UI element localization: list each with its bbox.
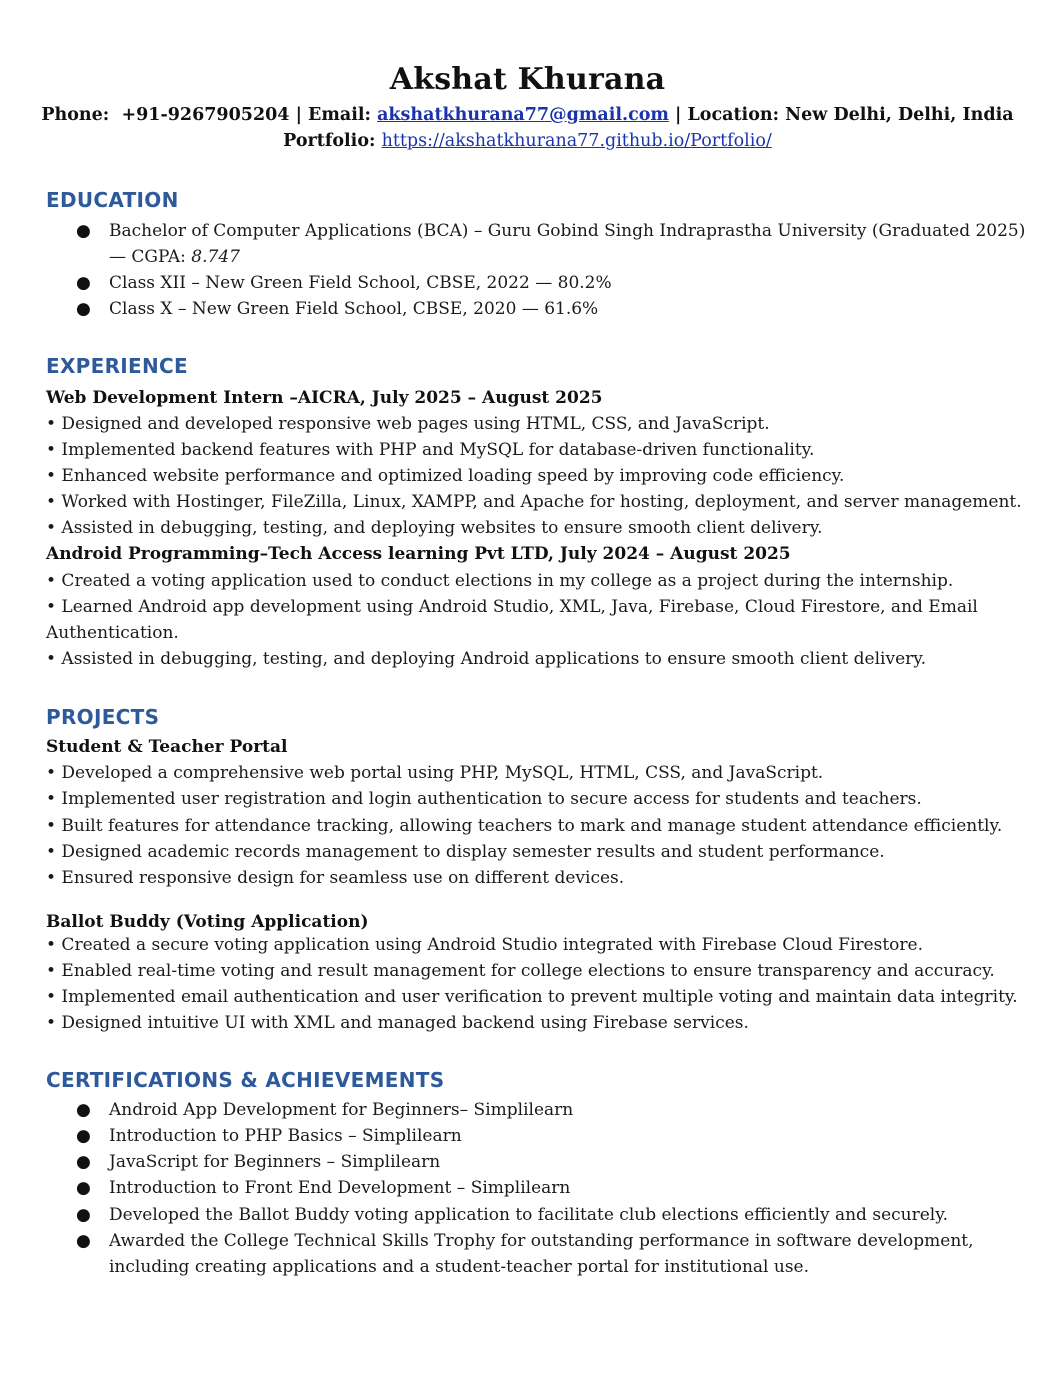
achievement-item-continuation: including creating applications and a student-teacher portal for institutional use. <box>109 1257 810 1277</box>
job1-bullet: • Implemented backend features with PHP and MySQL for database-driven functionality. <box>46 440 815 460</box>
cgpa-value: 8.747 <box>191 247 240 267</box>
certification-item: Introduction to Front End Development – Simplilearn <box>109 1178 571 1198</box>
project1-bullet: • Developed a comprehensive web portal using PHP, MySQL, HTML, CSS, and JavaScript. <box>46 763 824 783</box>
portfolio-line <box>0 131 1055 151</box>
bullet-icon: ● <box>76 221 91 241</box>
project-title-ballot-buddy: Ballot Buddy (Voting Application) <box>46 912 369 932</box>
certification-item: JavaScript for Beginners – Simplilearn <box>109 1152 441 1172</box>
bullet-icon: ● <box>76 273 91 293</box>
portfolio-label: Portfolio: <box>283 131 376 151</box>
portfolio-link[interactable]: https://akshatkhurana77.github.io/Portfolio/ <box>381 131 772 151</box>
certification-item: Android App Development for Beginners– Simplilearn <box>109 1100 574 1120</box>
project1-bullet: • Built features for attendance tracking, allowing teachers to mark and manage student attendance efficiently. <box>46 816 1003 836</box>
education-item-bca-cgpa <box>109 246 240 268</box>
experience-heading: EXPERIENCE <box>46 354 188 378</box>
project-title-portal: Student & Teacher Portal <box>46 737 288 757</box>
project2-bullet: • Created a secure voting application using Android Studio integrated with Firebase Cloud Firestore. <box>46 935 923 955</box>
job2-bullet: • Created a voting application used to conduct elections in my college as a project during the internship. <box>46 571 954 591</box>
job-title-android: Android Programming–Tech Access learning Pvt LTD, July 2024 – August 2025 <box>46 544 791 564</box>
project1-bullet: • Implemented user registration and login authentication to secure access for students and teachers. <box>46 789 922 809</box>
project2-bullet: • Designed intuitive UI with XML and managed backend using Firebase services. <box>46 1013 749 1033</box>
location-value: New Delhi, Delhi, India <box>785 105 1014 125</box>
job2-bullet: • Assisted in debugging, testing, and deploying Android applications to ensure smooth client delivery. <box>46 649 927 669</box>
bullet-icon: ● <box>76 1178 91 1198</box>
project2-bullet: • Implemented email authentication and user verification to prevent multiple voting and maintain data integrity. <box>46 987 1018 1007</box>
achievement-item: Developed the Ballot Buddy voting application to facilitate club elections efficiently and securely. <box>109 1205 948 1225</box>
cgpa-prefix: — CGPA: <box>109 247 192 267</box>
email-label: Email: <box>308 105 371 125</box>
certifications-heading: CERTIFICATIONS & ACHIEVEMENTS <box>46 1068 445 1092</box>
project1-bullet: • Designed academic records management to display semester results and student performance. <box>46 842 885 862</box>
separator: | <box>295 105 302 125</box>
education-item-class-x: Class X – New Green Field School, CBSE, 2020 — 61.6% <box>109 299 599 319</box>
bullet-icon: ● <box>76 1205 91 1225</box>
bullet-icon: ● <box>76 1152 91 1172</box>
achievement-item: Awarded the College Technical Skills Trophy for outstanding performance in software development, <box>109 1231 974 1251</box>
location-label: Location: <box>687 105 780 125</box>
job1-bullet: • Worked with Hostinger, FileZilla, Linux, XAMPP, and Apache for hosting, deployment, and server management. <box>46 492 1022 512</box>
contact-line <box>0 105 1055 125</box>
phone-label: Phone: <box>41 105 110 125</box>
job2-bullet-continuation: Authentication. <box>46 623 179 643</box>
job2-bullet: • Learned Android app development using Android Studio, XML, Java, Firebase, Cloud Firestore, and Email <box>46 597 978 617</box>
phone-number: +91-9267905204 <box>121 105 290 125</box>
project2-bullet: • Enabled real-time voting and result management for college elections to ensure transparency and accuracy. <box>46 961 995 981</box>
bullet-icon: ● <box>76 1100 91 1120</box>
projects-heading: PROJECTS <box>46 705 160 729</box>
job-title-web-intern: Web Development Intern –AICRA, July 2025 – August 2025 <box>46 388 603 408</box>
email-link[interactable]: akshatkhurana77@gmail.com <box>377 105 669 125</box>
job1-bullet: • Designed and developed responsive web pages using HTML, CSS, and JavaScript. <box>46 414 770 434</box>
bullet-icon: ● <box>76 1126 91 1146</box>
education-item-class-xii: Class XII – New Green Field School, CBSE, 2022 — 80.2% <box>109 273 612 293</box>
certification-item: Introduction to PHP Basics – Simplilearn <box>109 1126 462 1146</box>
project1-bullet: • Ensured responsive design for seamless use on different devices. <box>46 868 625 888</box>
job1-bullet: • Assisted in debugging, testing, and deploying websites to ensure smooth client delivery. <box>46 518 823 538</box>
education-heading: EDUCATION <box>46 188 179 212</box>
job1-bullet: • Enhanced website performance and optimized loading speed by improving code efficiency. <box>46 466 845 486</box>
bullet-icon: ● <box>76 1231 91 1251</box>
education-item-bca: Bachelor of Computer Applications (BCA) – Guru Gobind Singh Indraprastha University (Graduated 2025) <box>109 221 1026 241</box>
separator: | <box>675 105 682 125</box>
bullet-icon: ● <box>76 299 91 319</box>
candidate-name: Akshat Khurana <box>389 62 666 97</box>
